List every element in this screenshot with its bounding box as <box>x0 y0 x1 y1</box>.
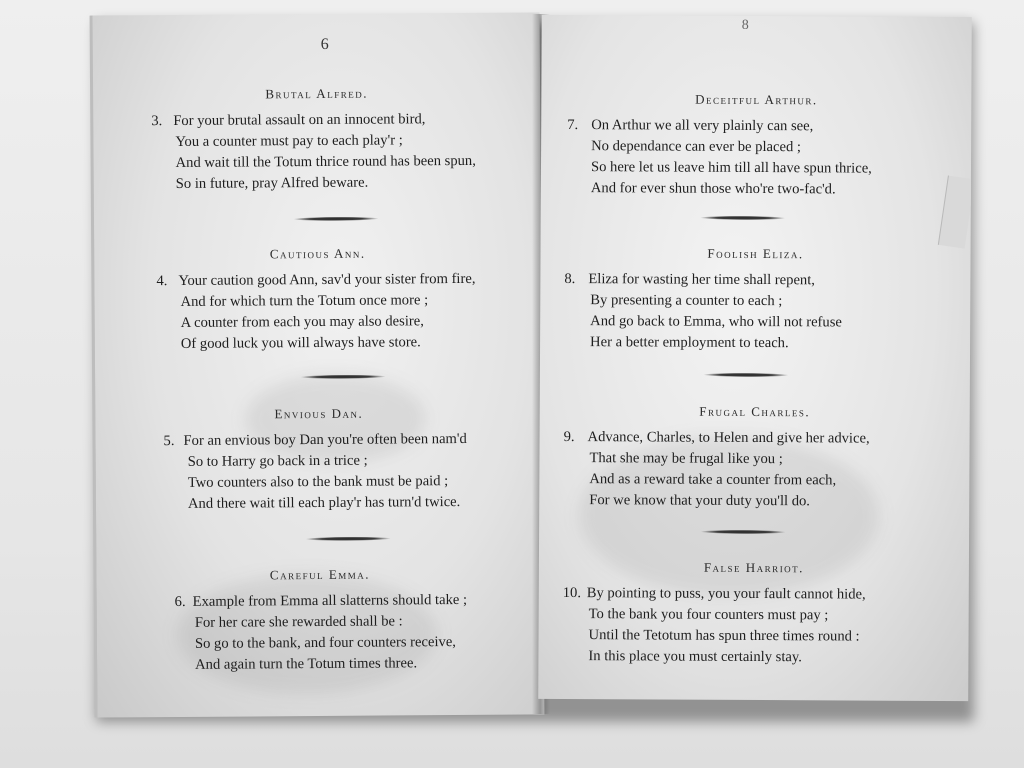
left-page <box>90 12 545 717</box>
ornament-divider <box>306 536 390 541</box>
verse-line: And there wait till each play'r has turn'd twice. <box>187 494 461 512</box>
ornament-divider <box>301 375 385 380</box>
verse-line: Of good luck you will always have store. <box>180 334 421 352</box>
ornament-divider <box>704 373 788 377</box>
verse-body <box>541 115 971 201</box>
verse-line: So here let us leave him till all have spun thrice, <box>590 159 872 177</box>
verse-line: So in future, pray Alfred beware. <box>175 174 369 192</box>
verse-line: Her a better employment to teach. <box>590 334 789 352</box>
verse-line: No dependance can ever be placed ; <box>591 138 802 156</box>
page-number: 6 <box>320 35 329 53</box>
verse-line: By pointing to puss, you your fault cannot hide, <box>586 585 866 603</box>
verse-line: For your brutal assault on an innocent bird, <box>173 111 426 129</box>
verse-line: Advance, Charles, to Helen and give her advice, <box>587 429 870 447</box>
verse-line: For her care she rewarded shall be : <box>194 613 403 631</box>
verse-line: That she may be frugal like you ; <box>589 450 783 468</box>
verse-body <box>95 428 543 515</box>
ornament-divider <box>294 217 378 222</box>
verse-body <box>94 268 542 355</box>
verse-section-envious-dan <box>95 404 543 515</box>
verse-line: By presenting a counter to each ; <box>590 292 783 310</box>
ornament-divider <box>701 216 785 220</box>
verse-section-brutal-alfred <box>93 84 541 195</box>
verse-section-frugal-charles <box>539 403 970 513</box>
right-page <box>538 15 972 701</box>
verse-line: Two counters also to the bank must be paid ; <box>187 473 449 491</box>
verse-line: For an envious boy Dan you're often been nam'd <box>183 430 467 449</box>
verse-number: 7. <box>567 117 579 134</box>
verse-line: And for which turn the Totum once more ; <box>180 292 429 310</box>
verse-line: And for ever shun those who're two-fac'd. <box>590 180 836 198</box>
verse-number: 6. <box>174 593 186 610</box>
verse-line: And as a reward take a counter from each, <box>589 471 837 489</box>
verse-title: Frugal Charles. <box>699 403 811 420</box>
verse-number: 8. <box>564 271 576 288</box>
verse-line: And again turn the Totum times three. <box>195 655 418 673</box>
verse-section-foolish-eliza <box>540 245 971 355</box>
verse-line: Eliza for wasting her time shall repent, <box>588 271 815 289</box>
verse-title: Brutal Alfred. <box>265 85 368 102</box>
verse-number: 3. <box>151 113 163 130</box>
verse-body <box>538 583 968 669</box>
ornament-divider <box>701 530 785 534</box>
verse-number: 5. <box>163 432 175 450</box>
verse-number: 4. <box>156 273 168 290</box>
verse-title: Foolish Eliza. <box>707 245 804 262</box>
verse-line: And wait till the Totum thrice round has been spun, <box>175 152 476 171</box>
verse-section-careful-emma <box>96 565 544 676</box>
verse-body <box>540 269 970 355</box>
verse-section-false-harriot <box>538 559 969 669</box>
verse-line: Until the Tetotum has spun three times round : <box>588 627 860 645</box>
verse-body <box>93 108 541 195</box>
verse-line: Example from Emma all slatterns should take ; <box>192 591 468 610</box>
verse-section-cautious-ann <box>94 244 542 355</box>
verse-line: Your caution good Ann, sav'd your sister from fire, <box>178 270 476 289</box>
verse-line: A counter from each you may also desire, <box>180 313 424 331</box>
verse-title: Careful Emma. <box>269 566 371 583</box>
verse-line: You a counter must pay to each play'r ; <box>175 132 403 150</box>
verse-number: 10. <box>562 584 582 602</box>
page-number: 8 <box>741 17 749 33</box>
verse-line: In this place you must certainly stay. <box>588 648 802 666</box>
verse-body <box>97 589 545 676</box>
verse-line: To the bank you four counters must pay ; <box>588 606 829 624</box>
verse-line: So go to the bank, and four counters receive, <box>194 634 456 652</box>
verse-title: Cautious Ann. <box>269 245 366 262</box>
verse-title: Deceitful Arthur. <box>695 91 818 108</box>
verse-number: 9. <box>563 428 575 446</box>
verse-body <box>539 427 969 513</box>
verse-section-deceitful-arthur <box>541 91 972 201</box>
verse-line: On Arthur we all very plainly can see, <box>591 117 814 135</box>
verse-title: Envious Dan. <box>274 405 364 422</box>
verse-title: False Harriot. <box>703 559 805 576</box>
verse-line: For we know that your duty you'll do. <box>589 492 811 510</box>
verse-line: So to Harry go back in a trice ; <box>187 452 368 470</box>
verse-line: And go back to Emma, who will not refuse <box>590 313 842 331</box>
